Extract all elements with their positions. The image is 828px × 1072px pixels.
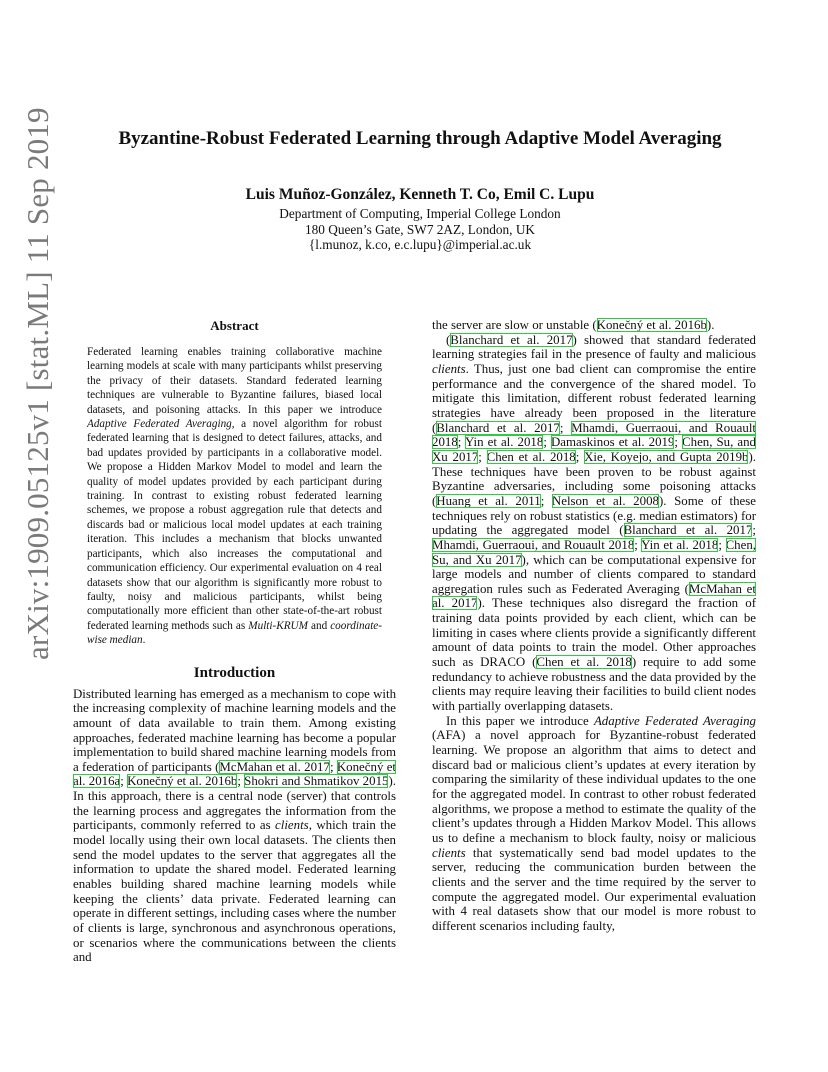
left-column (73, 318, 396, 965)
citation[interactable]: Blanchard et al. 2017 (623, 523, 753, 538)
arxiv-identifier: arXiv:1909.05125v1 [stat.ML] 11 Sep 2019 (20, 107, 55, 660)
citation[interactable]: Konečný et al. 2016a (73, 759, 397, 789)
intro-paragraph-3: In this paper we introduce Adaptive Federated Averaging (AFA) a novel approach for Byzantine-robust federated learning. We propose an algorithm that aims to detect and discard bad or malicious client’s updates at every iteration by comparing the similarity of these individual updates to the one for the aggregated model. In contrast to other robust federated algorithms, we propose a method to estimate the quality of the client’s updates through a Hidden Markov Model. This allows us to define a mechanism to block faulty, noisy or malicious clients that systematically send bad model updates to the server, reducing the communication burden between the clients and the server and the time required by the server to compute the aggregated model. Our experimental evaluation with 4 real datasets show that our model is more robust to different scenarios including faulty, (432, 713, 756, 933)
right-column (432, 318, 756, 934)
abstract-text: Federated learning enables training collaborative machine learning models at scale with many participants whilst preserving the privacy of their datasets. Standard federated learning techniques are vulnerable to Byzantine failures, biased local datasets, and poisoning attacks. In this paper we introduce Adaptive Federated Averaging, a novel algorithm for robust federated learning that is designed to detect failures, attacks, and bad updates provided by participants in a collaborative model. We propose a Hidden Markov Model to model and learn the quality of model updates provided by each participant during training. In contrast to existing robust federated learning schemes, we propose a robust aggregation rule that detects and discards bad or malicious local model updates at each training iteration. This includes a mechanism that blocks unwanted participants, which also increases the computational and communication efficiency. Our experimental evaluation on 4 real datasets show that our algorithm is significantly more robust to faulty, noisy and malicious participants, whilst being computationally more efficient than other state-of-the-art robust federated learning methods such as Multi-KRUM and coordinate-wise median. (87, 346, 382, 647)
citation[interactable]: Blanchard et al. 2017 (450, 332, 573, 347)
emails: {l.munoz, k.co, e.c.lupu}@imperial.ac.uk (308, 237, 532, 253)
citation[interactable]: Chen, Su, and Xu 2017 (432, 537, 757, 567)
citation[interactable]: McMahan et al. 2017 (432, 581, 756, 611)
citation[interactable]: Chen, Su, and Xu 2017 (432, 435, 756, 464)
author-block (70, 186, 770, 253)
citation[interactable]: Chen et al. 2018 (486, 449, 576, 464)
intro-paragraph-1-continued: the server are slow or unstable (Konečný et al. 2016b). (432, 318, 715, 332)
citation[interactable]: Yin et al. 2018 (464, 435, 544, 450)
paper-title: Byzantine-Robust Federated Learning through Adaptive Model Averaging (118, 128, 722, 149)
citation[interactable]: Mhamdi, Guerraoui, and Rouault 2018 (432, 537, 635, 552)
citation[interactable]: Huang et al. 2011 (436, 493, 541, 508)
citation[interactable]: Damaskinos et al. 2019 (550, 435, 675, 450)
abstract-heading: Abstract (210, 318, 259, 333)
citation[interactable]: Mhamdi, Guerraoui, and Rouault 2018 (432, 420, 756, 450)
citation[interactable]: Shokri and Shmatikov 2015 (244, 774, 389, 789)
citation[interactable]: Konečný et al. 2016b (596, 318, 707, 332)
affiliation: Department of Computing, Imperial College London (279, 206, 561, 221)
intro-paragraph-1: Distributed learning has emerged as a mechanism to cope with the increasing complexity of machine learning models and the amount of data available to train them. Among existing approaches, federated machine learning has become a popular implementation to build shared machine learning models from a federation of participants (McMahan et al. 2017; Konečný et al. 2016a; Konečný et al. 2016b; Shokri and Shmatikov 2015). In this approach, there is a central node (server) that controls the learning process and aggregates the information from the participants, commonly referred to as clients, which train the model locally using their own local datasets. The clients then send the model updates to the server that aggregates all the information to update the shared model. Federated learning enables building shared machine learning models while keeping the clients’ data private. Federated learning can operate in different settings, including cases where the number of clients is large, synchronous and asynchronous operations, or scenarios where the communications between the clients and (73, 686, 397, 965)
address: 180 Queen’s Gate, SW7 2AZ, London, UK (304, 221, 536, 237)
citation[interactable]: Xie, Koyejo, and Gupta 2019b (584, 449, 749, 464)
author-names: Luis Muñoz-González, Kenneth T. Co, Emil C. Lupu (245, 186, 595, 203)
citation[interactable]: Yin et al. 2018 (641, 537, 719, 552)
citation[interactable]: Blanchard et al. 2017 (436, 420, 560, 435)
introduction-heading: Introduction (193, 664, 276, 681)
citation[interactable]: Chen et al. 2018 (536, 655, 632, 670)
citation[interactable]: Konečný et al. 2016b (127, 774, 238, 789)
citation[interactable]: McMahan et al. 2017 (219, 759, 330, 774)
intro-paragraph-2: (Blanchard et al. 2017) showed that standard federated learning strategies fail in the presence of faulty and malicious clients. Thus, just one bad client can compromise the entire performance and the convergence of the shared model. To mitigate this limitation, different robust federated learning strategies have already been proposed in the literature (Blanchard et al. 2017; Mhamdi, Guerraoui, and Rouault 2018; Yin et al. 2018; Damaskinos et al. 2019; Chen, Su, and Xu 2017; Chen et al. 2018; Xie, Koyejo, and Gupta 2019b). These techniques have been proven to be robust against Byzantine adversaries, including some poisoning attacks (Huang et al. 2011; Nelson et al. 2008). Some of these techniques rely on robust statistics (e.g. median estimators) for updating the aggregated model (Blanchard et al. 2017; Mhamdi, Guerraoui, and Rouault 2018; Yin et al. 2018; Chen, Su, and Xu 2017), which can be computational expensive for large models and number of clients compared to standard aggregation rules such as Federated Averaging (McMahan et al. 2017). These techniques also disregard the fraction of training data points provided by each client, which can be limiting in cases where clients provide a significantly different amount of data points to train the model. Other approaches such as DRACO (Chen et al. 2018) require to add some redundancy to achieve robustness and the data provided by the clients may require leaving their facilities to build client nodes with partially overlapping datasets. (432, 332, 757, 714)
citation[interactable]: Nelson et al. 2008 (551, 493, 659, 508)
